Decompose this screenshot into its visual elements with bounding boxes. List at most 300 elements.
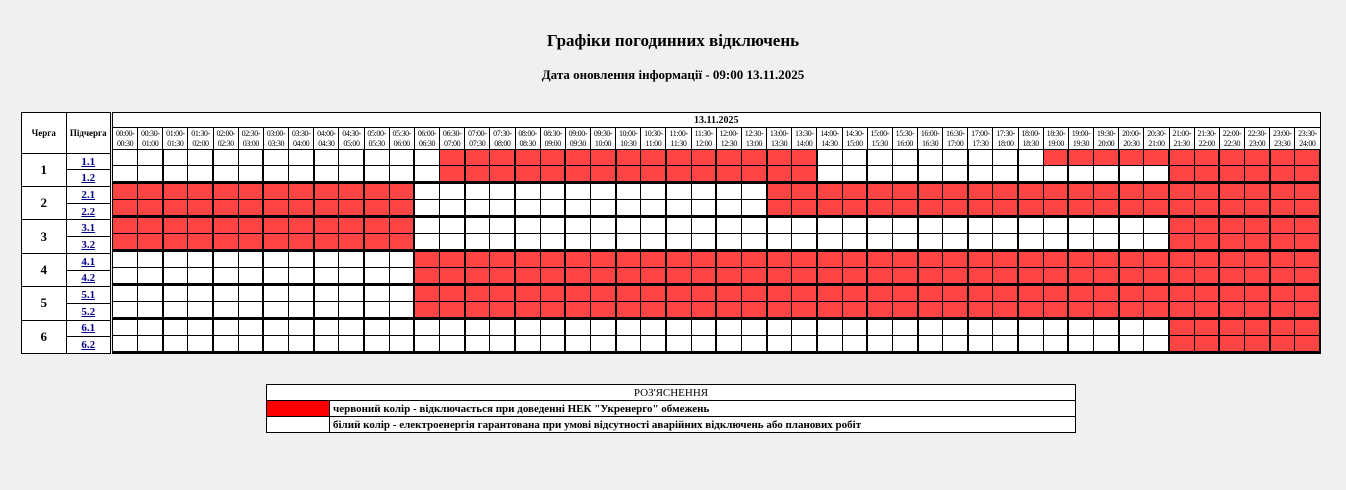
power-cell	[364, 166, 389, 183]
subqueue-link[interactable]: 2.2	[81, 205, 96, 218]
outage-cell	[515, 251, 540, 268]
outage-cell	[691, 150, 716, 166]
time-slot-end: 07:00	[443, 138, 461, 148]
outage-cell	[1219, 217, 1244, 234]
time-slot-start: 03:30-	[291, 128, 311, 138]
power-cell	[691, 217, 716, 234]
legend-red-text: червоний колір - відключається при доведенні НЕК "Укренерго" обмежень	[330, 401, 1076, 417]
subqueue-link[interactable]: 2.1	[81, 188, 96, 201]
power-cell	[867, 150, 892, 166]
power-cell	[515, 183, 540, 200]
power-cell	[616, 200, 641, 217]
outage-cell	[1219, 302, 1244, 319]
outage-cell	[263, 234, 288, 251]
time-slot-end: 05:00	[343, 138, 360, 148]
outage-cell	[1169, 150, 1194, 166]
subqueue-link[interactable]: 6.2	[81, 339, 96, 352]
power-cell	[1119, 234, 1144, 251]
power-cell	[364, 302, 389, 319]
time-slot-start: 12:00-	[719, 128, 739, 138]
power-cell	[867, 217, 892, 234]
subqueue-cell	[66, 253, 111, 270]
outage-cell	[1043, 251, 1068, 268]
power-cell	[993, 150, 1018, 166]
outage-cell	[943, 183, 968, 200]
outage-cell	[892, 302, 917, 319]
subqueue-link[interactable]: 5.1	[81, 289, 96, 302]
power-cell	[113, 285, 138, 302]
time-slot-start: 13:00-	[769, 128, 789, 138]
power-cell	[465, 234, 490, 251]
time-slot-end: 02:30	[217, 138, 234, 148]
power-cell	[918, 166, 943, 183]
queue-number: 1	[22, 153, 67, 186]
outage-cell	[1270, 234, 1295, 251]
power-cell	[867, 319, 892, 336]
outage-cell	[1295, 285, 1320, 302]
power-cell	[389, 336, 414, 353]
outage-cell	[1245, 166, 1270, 183]
outage-cell	[339, 183, 364, 200]
power-cell	[565, 183, 590, 200]
power-cell	[238, 150, 263, 166]
outage-cell	[1270, 183, 1295, 200]
outage-cell	[1169, 302, 1194, 319]
outage-cell	[565, 302, 590, 319]
time-slot-end: 21:00	[1148, 138, 1165, 148]
legend-title: РОЗ'ЯСНЕННЯ	[267, 385, 1076, 401]
time-slot-start: 04:30-	[342, 128, 361, 138]
time-slot-header	[1094, 128, 1119, 150]
time-slot-header	[817, 128, 842, 150]
subqueue-cell	[66, 320, 111, 337]
power-cell	[993, 234, 1018, 251]
outage-cell	[113, 200, 138, 217]
power-cell	[993, 319, 1018, 336]
outage-cell	[590, 150, 615, 166]
outage-cell	[213, 234, 238, 251]
time-slot-header	[414, 128, 439, 150]
time-slot-end: 00:30	[116, 138, 134, 148]
outage-cell	[943, 302, 968, 319]
outage-cell	[1219, 150, 1244, 166]
outage-cell	[842, 268, 867, 285]
outage-cell	[993, 302, 1018, 319]
outage-cell	[817, 302, 842, 319]
outage-cell	[1169, 268, 1194, 285]
outage-cell	[565, 150, 590, 166]
power-cell	[213, 150, 238, 166]
outage-cell	[1194, 285, 1219, 302]
power-cell	[767, 319, 792, 336]
time-slot-header	[741, 128, 766, 150]
power-cell	[943, 166, 968, 183]
time-slot-end: 10:30	[620, 138, 637, 148]
time-slot-end: 17:30	[972, 138, 989, 148]
outage-cell	[892, 200, 917, 217]
outage-cell	[1245, 251, 1270, 268]
outage-cell	[1094, 183, 1119, 200]
power-cell	[238, 251, 263, 268]
power-cell	[515, 234, 540, 251]
outage-cell	[1169, 217, 1194, 234]
power-cell	[666, 234, 691, 251]
time-slot-header	[188, 128, 213, 150]
power-cell	[1144, 319, 1169, 336]
power-cell	[138, 285, 163, 302]
time-slot-header	[490, 128, 515, 150]
power-cell	[741, 319, 766, 336]
outage-cell	[716, 302, 741, 319]
outage-cell	[993, 285, 1018, 302]
outage-cell	[616, 251, 641, 268]
power-cell	[490, 217, 515, 234]
power-cell	[389, 268, 414, 285]
power-cell	[817, 217, 842, 234]
outage-cell	[1270, 285, 1295, 302]
time-slot-start: 02:00-	[216, 128, 235, 138]
outage-cell	[465, 285, 490, 302]
time-slot-header	[641, 128, 666, 150]
time-slot-end: 14:30	[821, 138, 838, 148]
outage-cell	[968, 251, 993, 268]
outage-cell	[666, 285, 691, 302]
queue-number: 4	[22, 253, 67, 286]
outage-cell	[741, 251, 766, 268]
outage-cell	[1245, 183, 1270, 200]
outage-cell	[691, 166, 716, 183]
outage-cell	[1094, 268, 1119, 285]
power-cell	[163, 268, 188, 285]
outage-cell	[1194, 319, 1219, 336]
subqueue-link[interactable]: 4.1	[81, 255, 96, 268]
subqueue-link[interactable]: 5.2	[81, 305, 96, 318]
time-slot-start: 17:00-	[971, 128, 990, 138]
outage-cell	[440, 302, 465, 319]
outage-cell	[792, 268, 817, 285]
subqueue-link[interactable]: 4.2	[81, 272, 96, 285]
outage-cell	[1219, 268, 1244, 285]
power-cell	[666, 336, 691, 353]
power-cell	[113, 268, 138, 285]
outage-cell	[490, 268, 515, 285]
outage-cell	[1194, 150, 1219, 166]
power-cell	[641, 217, 666, 234]
outage-cell	[213, 183, 238, 200]
power-cell	[540, 217, 565, 234]
power-cell	[440, 234, 465, 251]
power-cell	[892, 150, 917, 166]
time-slot-start: 06:30-	[442, 128, 462, 138]
power-cell	[515, 319, 540, 336]
power-cell	[565, 319, 590, 336]
power-cell	[188, 166, 213, 183]
power-cell	[918, 150, 943, 166]
power-cell	[968, 336, 993, 353]
power-cell	[188, 302, 213, 319]
outage-cell	[314, 200, 339, 217]
power-cell	[590, 200, 615, 217]
time-slot-end: 05:30	[368, 138, 385, 148]
time-slot-end: 08:00	[494, 138, 511, 148]
power-cell	[616, 217, 641, 234]
outage-cell	[590, 302, 615, 319]
time-slot-end: 16:00	[896, 138, 914, 148]
power-cell	[842, 319, 867, 336]
subqueue-cell	[66, 337, 111, 354]
outage-cell	[1169, 166, 1194, 183]
schedule-row	[113, 336, 1321, 353]
power-cell	[842, 166, 867, 183]
outage-cell	[1194, 268, 1219, 285]
outage-cell	[968, 268, 993, 285]
subqueue-cell	[66, 170, 111, 187]
time-slot-header	[1068, 128, 1093, 150]
schedule-grid	[112, 112, 1321, 354]
power-cell	[490, 234, 515, 251]
time-slot-end: 07:30	[469, 138, 486, 148]
outage-cell	[440, 166, 465, 183]
outage-cell	[716, 285, 741, 302]
outage-cell	[1144, 268, 1169, 285]
time-slot-end: 20:30	[1123, 138, 1140, 148]
power-cell	[263, 336, 288, 353]
subqueue-link[interactable]: 1.2	[81, 172, 96, 185]
power-cell	[263, 166, 288, 183]
outage-cell	[414, 268, 439, 285]
power-cell	[616, 234, 641, 251]
power-cell	[817, 234, 842, 251]
subqueue-link[interactable]: 6.1	[81, 322, 96, 335]
outage-cell	[641, 285, 666, 302]
subqueue-link[interactable]: 3.2	[81, 238, 96, 251]
power-cell	[892, 217, 917, 234]
power-cell	[993, 166, 1018, 183]
power-cell	[163, 251, 188, 268]
power-cell	[414, 183, 439, 200]
power-cell	[314, 150, 339, 166]
outage-cell	[339, 200, 364, 217]
time-slot-header	[993, 128, 1018, 150]
time-slot-header	[1018, 128, 1043, 150]
outage-cell	[314, 217, 339, 234]
outage-cell	[1043, 268, 1068, 285]
power-cell	[918, 234, 943, 251]
power-cell	[716, 234, 741, 251]
time-slot-header	[691, 128, 716, 150]
power-cell	[641, 336, 666, 353]
outage-cell	[188, 200, 213, 217]
subqueue-link[interactable]: 1.1	[81, 155, 96, 168]
power-cell	[440, 200, 465, 217]
outage-cell	[767, 150, 792, 166]
power-cell	[817, 166, 842, 183]
power-cell	[666, 319, 691, 336]
outage-cell	[364, 217, 389, 234]
outage-cell	[1245, 268, 1270, 285]
schedule-row	[113, 234, 1321, 251]
outage-cell	[792, 166, 817, 183]
subqueue-cell	[66, 153, 111, 170]
outage-cell	[741, 285, 766, 302]
time-slot-end: 19:30	[1072, 138, 1090, 148]
schedule-row	[113, 217, 1321, 234]
outage-cell	[691, 251, 716, 268]
power-cell	[113, 319, 138, 336]
outage-cell	[490, 166, 515, 183]
time-slot-start: 21:30-	[1197, 128, 1217, 138]
power-cell	[138, 302, 163, 319]
power-cell	[389, 166, 414, 183]
time-slot-start: 03:00-	[266, 128, 286, 138]
time-slot-end: 04:30	[318, 138, 335, 148]
page-title: Графіки погодинних відключень	[546, 31, 800, 50]
power-cell	[339, 285, 364, 302]
power-cell	[892, 336, 917, 353]
outage-cell	[817, 183, 842, 200]
power-cell	[741, 200, 766, 217]
outage-cell	[792, 302, 817, 319]
time-slot-end: 11:00	[645, 138, 662, 148]
outage-cell	[289, 200, 314, 217]
outage-cell	[1295, 336, 1320, 353]
power-cell	[490, 319, 515, 336]
time-slot-start: 18:00-	[1021, 128, 1040, 138]
outage-cell	[1068, 302, 1093, 319]
outage-cell	[1219, 200, 1244, 217]
outage-cell	[767, 302, 792, 319]
power-cell	[943, 150, 968, 166]
outage-cell	[767, 183, 792, 200]
power-cell	[414, 336, 439, 353]
power-cell	[465, 200, 490, 217]
time-slot-header	[1295, 128, 1320, 150]
time-slot-end: 20:00	[1098, 138, 1115, 148]
power-cell	[565, 336, 590, 353]
power-cell	[339, 251, 364, 268]
time-slot-header	[792, 128, 817, 150]
power-cell	[540, 234, 565, 251]
power-cell	[666, 183, 691, 200]
outage-cell	[138, 217, 163, 234]
outage-cell	[263, 200, 288, 217]
outage-cell	[1094, 200, 1119, 217]
power-cell	[968, 234, 993, 251]
outage-cell	[741, 302, 766, 319]
power-cell	[540, 319, 565, 336]
power-cell	[364, 150, 389, 166]
power-cell	[767, 234, 792, 251]
power-cell	[565, 217, 590, 234]
power-cell	[314, 285, 339, 302]
power-cell	[792, 336, 817, 353]
outage-cell	[440, 285, 465, 302]
time-slot-start: 10:30-	[644, 128, 663, 138]
power-cell	[842, 217, 867, 234]
time-slot-header	[1270, 128, 1295, 150]
outage-cell	[1219, 234, 1244, 251]
power-cell	[565, 200, 590, 217]
power-cell	[540, 200, 565, 217]
outage-cell	[892, 285, 917, 302]
time-slot-header	[289, 128, 314, 150]
outage-cell	[515, 166, 540, 183]
outage-cell	[1295, 268, 1320, 285]
power-cell	[364, 319, 389, 336]
time-slot-end: 21:30	[1173, 138, 1190, 148]
time-slot-header	[616, 128, 641, 150]
outage-cell	[1219, 166, 1244, 183]
power-cell	[163, 150, 188, 166]
outage-cell	[490, 285, 515, 302]
outage-cell	[1245, 150, 1270, 166]
time-slot-header	[440, 128, 465, 150]
outage-cell	[716, 251, 741, 268]
power-cell	[1068, 217, 1093, 234]
outage-cell	[616, 302, 641, 319]
outage-cell	[515, 268, 540, 285]
power-cell	[1043, 217, 1068, 234]
outage-cell	[1194, 234, 1219, 251]
power-cell	[1094, 234, 1119, 251]
outage-cell	[1194, 251, 1219, 268]
power-cell	[968, 319, 993, 336]
time-slot-end: 06:30	[418, 138, 436, 148]
time-slot-start: 07:30-	[493, 128, 512, 138]
outage-cell	[1270, 200, 1295, 217]
power-cell	[188, 285, 213, 302]
outage-cell	[1018, 285, 1043, 302]
outage-cell	[263, 183, 288, 200]
outage-cell	[892, 183, 917, 200]
power-cell	[666, 200, 691, 217]
power-cell	[389, 302, 414, 319]
outage-cell	[1144, 200, 1169, 217]
outage-cell	[968, 285, 993, 302]
outage-cell	[1119, 183, 1144, 200]
time-slot-start: 15:30-	[895, 128, 915, 138]
time-slot-start: 12:30-	[744, 128, 764, 138]
outage-cell	[641, 166, 666, 183]
power-cell	[1094, 217, 1119, 234]
time-slot-header	[918, 128, 943, 150]
outage-cell	[540, 166, 565, 183]
time-slot-end: 23:30	[1274, 138, 1291, 148]
outage-cell	[1194, 183, 1219, 200]
outage-cell	[842, 183, 867, 200]
power-cell	[691, 234, 716, 251]
outage-cell	[540, 285, 565, 302]
power-cell	[289, 150, 314, 166]
power-cell	[691, 319, 716, 336]
power-cell	[590, 183, 615, 200]
outage-cell	[817, 251, 842, 268]
outage-cell	[792, 183, 817, 200]
power-cell	[867, 336, 892, 353]
time-slot-header	[1219, 128, 1244, 150]
subqueue-link[interactable]: 3.1	[81, 222, 96, 235]
power-cell	[616, 336, 641, 353]
subqueue-cell	[66, 303, 111, 320]
outage-cell	[490, 251, 515, 268]
time-slot-end: 22:00	[1198, 138, 1215, 148]
outage-cell	[1068, 268, 1093, 285]
power-cell	[968, 150, 993, 166]
outage-cell	[1144, 183, 1169, 200]
power-cell	[163, 336, 188, 353]
power-cell	[741, 336, 766, 353]
time-slot-start: 10:00-	[618, 128, 638, 138]
